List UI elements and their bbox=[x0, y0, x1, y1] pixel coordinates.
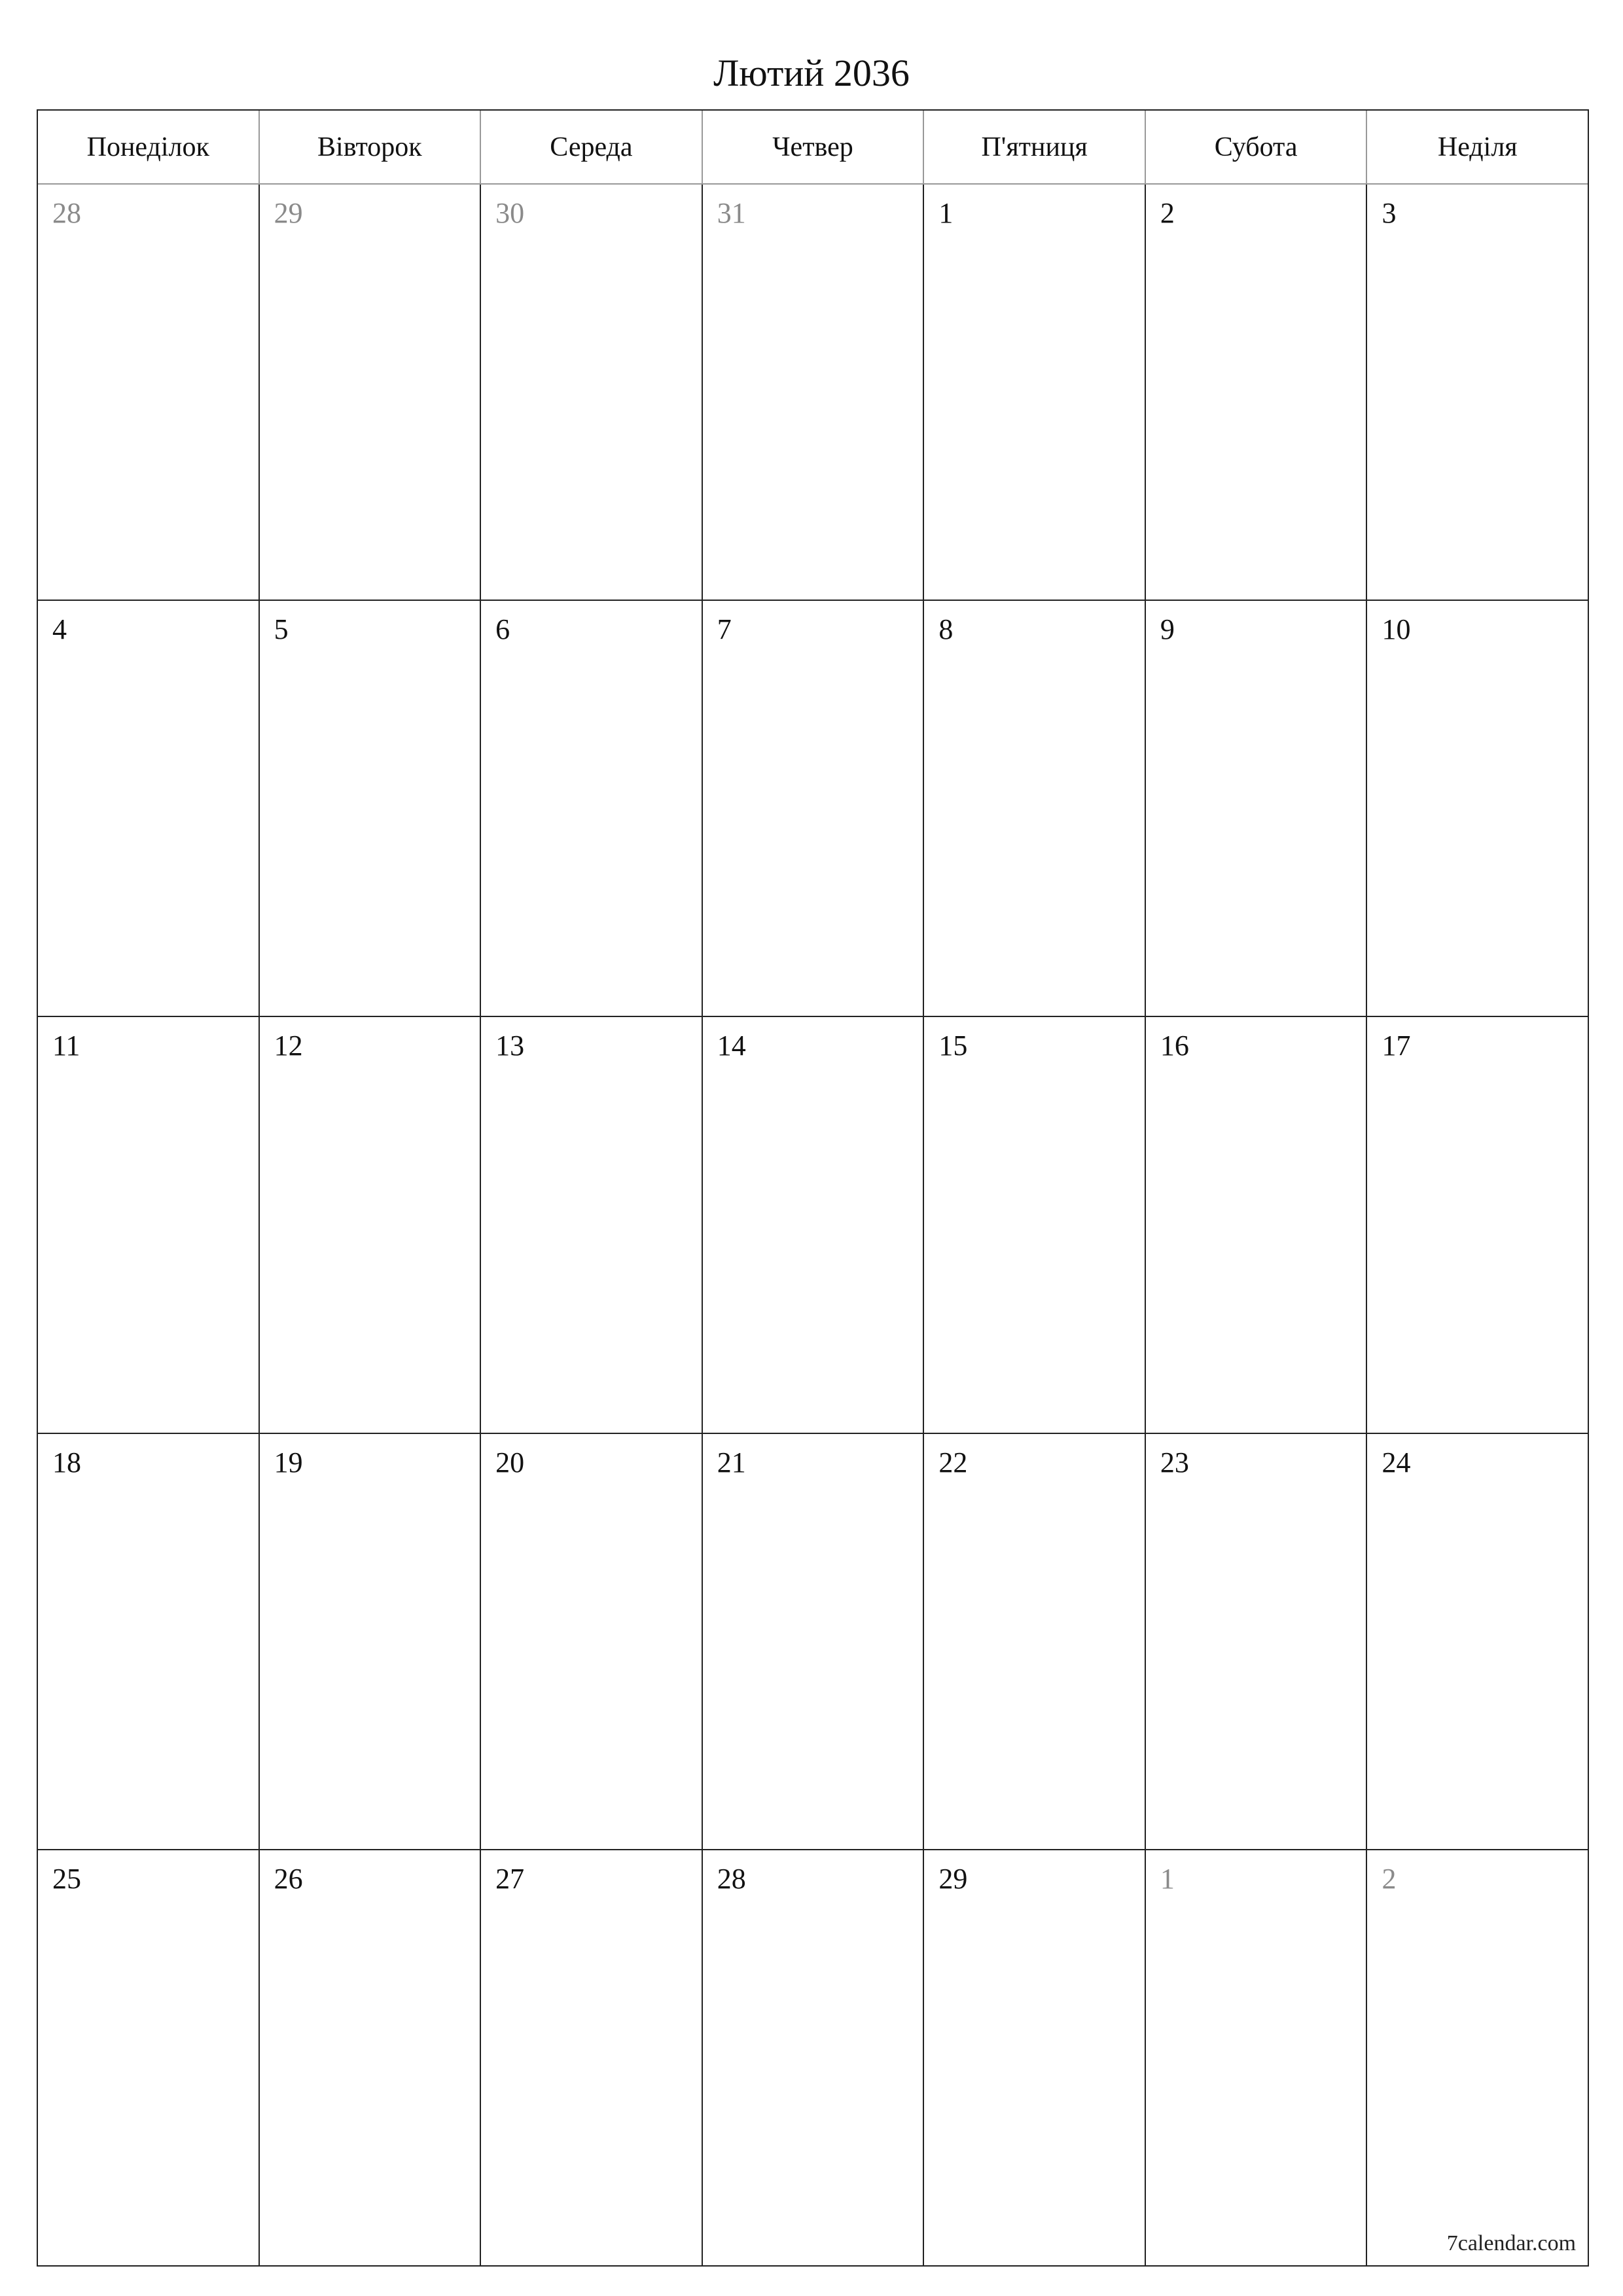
day-number: 29 bbox=[274, 197, 303, 229]
day-cell[interactable] bbox=[703, 1434, 925, 1849]
day-number: 15 bbox=[938, 1030, 968, 1062]
day-number: 10 bbox=[1382, 613, 1411, 646]
day-cell[interactable] bbox=[260, 1434, 482, 1849]
weekday-tuesday: Вівторок bbox=[260, 111, 482, 183]
day-cell[interactable] bbox=[1367, 601, 1588, 1016]
day-number: 8 bbox=[938, 613, 954, 646]
day-cell[interactable] bbox=[1146, 1850, 1368, 2265]
day-cell[interactable] bbox=[924, 185, 1146, 600]
day-cell[interactable] bbox=[38, 601, 260, 1016]
day-cell[interactable] bbox=[260, 185, 482, 600]
day-cell[interactable] bbox=[38, 1434, 260, 1849]
weekday-saturday: Субота bbox=[1146, 111, 1368, 183]
day-cell[interactable] bbox=[260, 1017, 482, 1432]
week-row-5 bbox=[38, 1850, 1588, 2265]
day-cell[interactable] bbox=[703, 185, 925, 600]
day-number: 22 bbox=[938, 1446, 968, 1479]
weeks-container bbox=[38, 185, 1588, 2265]
day-cell[interactable] bbox=[924, 1017, 1146, 1432]
day-number: 2 bbox=[1160, 197, 1175, 229]
day-number: 2 bbox=[1382, 1862, 1397, 1895]
day-number: 23 bbox=[1160, 1446, 1189, 1479]
day-cell[interactable] bbox=[924, 1434, 1146, 1849]
day-cell[interactable] bbox=[481, 1434, 703, 1849]
day-number: 16 bbox=[1160, 1030, 1189, 1062]
weekday-thursday: Четвер bbox=[703, 111, 925, 183]
day-number: 21 bbox=[717, 1446, 746, 1479]
site-watermark: 7calendar.com bbox=[1446, 2231, 1577, 2256]
day-cell[interactable] bbox=[1367, 1434, 1588, 1849]
day-number: 26 bbox=[274, 1862, 303, 1895]
day-number: 1 bbox=[938, 197, 954, 229]
calendar-title: Лютий 2036 bbox=[713, 52, 910, 94]
day-cell[interactable] bbox=[481, 1850, 703, 2265]
weekday-monday: Понеділок bbox=[38, 111, 260, 183]
day-cell[interactable] bbox=[38, 185, 260, 600]
day-number: 27 bbox=[495, 1862, 525, 1895]
week-row-3 bbox=[38, 1017, 1588, 1433]
day-cell[interactable] bbox=[1367, 1850, 1588, 2265]
day-number: 18 bbox=[52, 1446, 81, 1479]
day-cell[interactable] bbox=[1367, 1017, 1588, 1432]
day-number: 29 bbox=[938, 1862, 968, 1895]
day-number: 13 bbox=[495, 1030, 525, 1062]
weekday-friday: П'ятниця bbox=[924, 111, 1146, 183]
day-number: 11 bbox=[52, 1030, 80, 1062]
day-number: 20 bbox=[495, 1446, 525, 1479]
day-number: 12 bbox=[274, 1030, 303, 1062]
week-row-1 bbox=[38, 185, 1588, 601]
day-number: 28 bbox=[717, 1862, 746, 1895]
day-cell[interactable] bbox=[1367, 185, 1588, 600]
day-number: 9 bbox=[1160, 613, 1175, 646]
day-cell[interactable] bbox=[260, 1850, 482, 2265]
weekday-sunday: Неділя bbox=[1437, 132, 1518, 162]
weekday-header-row bbox=[38, 111, 1588, 185]
day-number: 14 bbox=[717, 1030, 746, 1062]
day-cell[interactable] bbox=[1146, 185, 1368, 600]
day-cell[interactable] bbox=[924, 601, 1146, 1016]
day-number: 3 bbox=[1382, 197, 1397, 229]
day-number: 19 bbox=[274, 1446, 303, 1479]
day-number: 24 bbox=[1382, 1446, 1411, 1479]
day-cell[interactable] bbox=[260, 601, 482, 1016]
day-cell[interactable] bbox=[38, 1017, 260, 1432]
day-cell[interactable] bbox=[703, 1017, 925, 1432]
day-number: 30 bbox=[495, 197, 525, 229]
day-number: 7 bbox=[717, 613, 732, 646]
day-number: 17 bbox=[1382, 1030, 1411, 1062]
day-number: 1 bbox=[1160, 1862, 1175, 1895]
weekday-wednesday: Середа bbox=[481, 111, 703, 183]
day-number: 28 bbox=[52, 197, 81, 229]
day-cell[interactable] bbox=[1146, 1434, 1368, 1849]
day-cell[interactable] bbox=[703, 601, 925, 1016]
day-cell[interactable] bbox=[703, 1850, 925, 2265]
day-number: 25 bbox=[52, 1862, 81, 1895]
day-number: 31 bbox=[717, 197, 746, 229]
week-row-2 bbox=[38, 601, 1588, 1017]
day-cell[interactable] bbox=[38, 1850, 260, 2265]
day-cell[interactable] bbox=[481, 1017, 703, 1432]
day-cell[interactable] bbox=[1146, 1017, 1368, 1432]
day-number: 5 bbox=[274, 613, 289, 646]
day-cell[interactable] bbox=[924, 1850, 1146, 2265]
day-number: 4 bbox=[52, 613, 67, 646]
day-cell[interactable] bbox=[481, 601, 703, 1016]
day-cell[interactable] bbox=[1146, 601, 1368, 1016]
calendar-grid bbox=[37, 109, 1589, 2267]
day-number: 6 bbox=[495, 613, 510, 646]
day-cell[interactable] bbox=[481, 185, 703, 600]
week-row-4 bbox=[38, 1434, 1588, 1850]
